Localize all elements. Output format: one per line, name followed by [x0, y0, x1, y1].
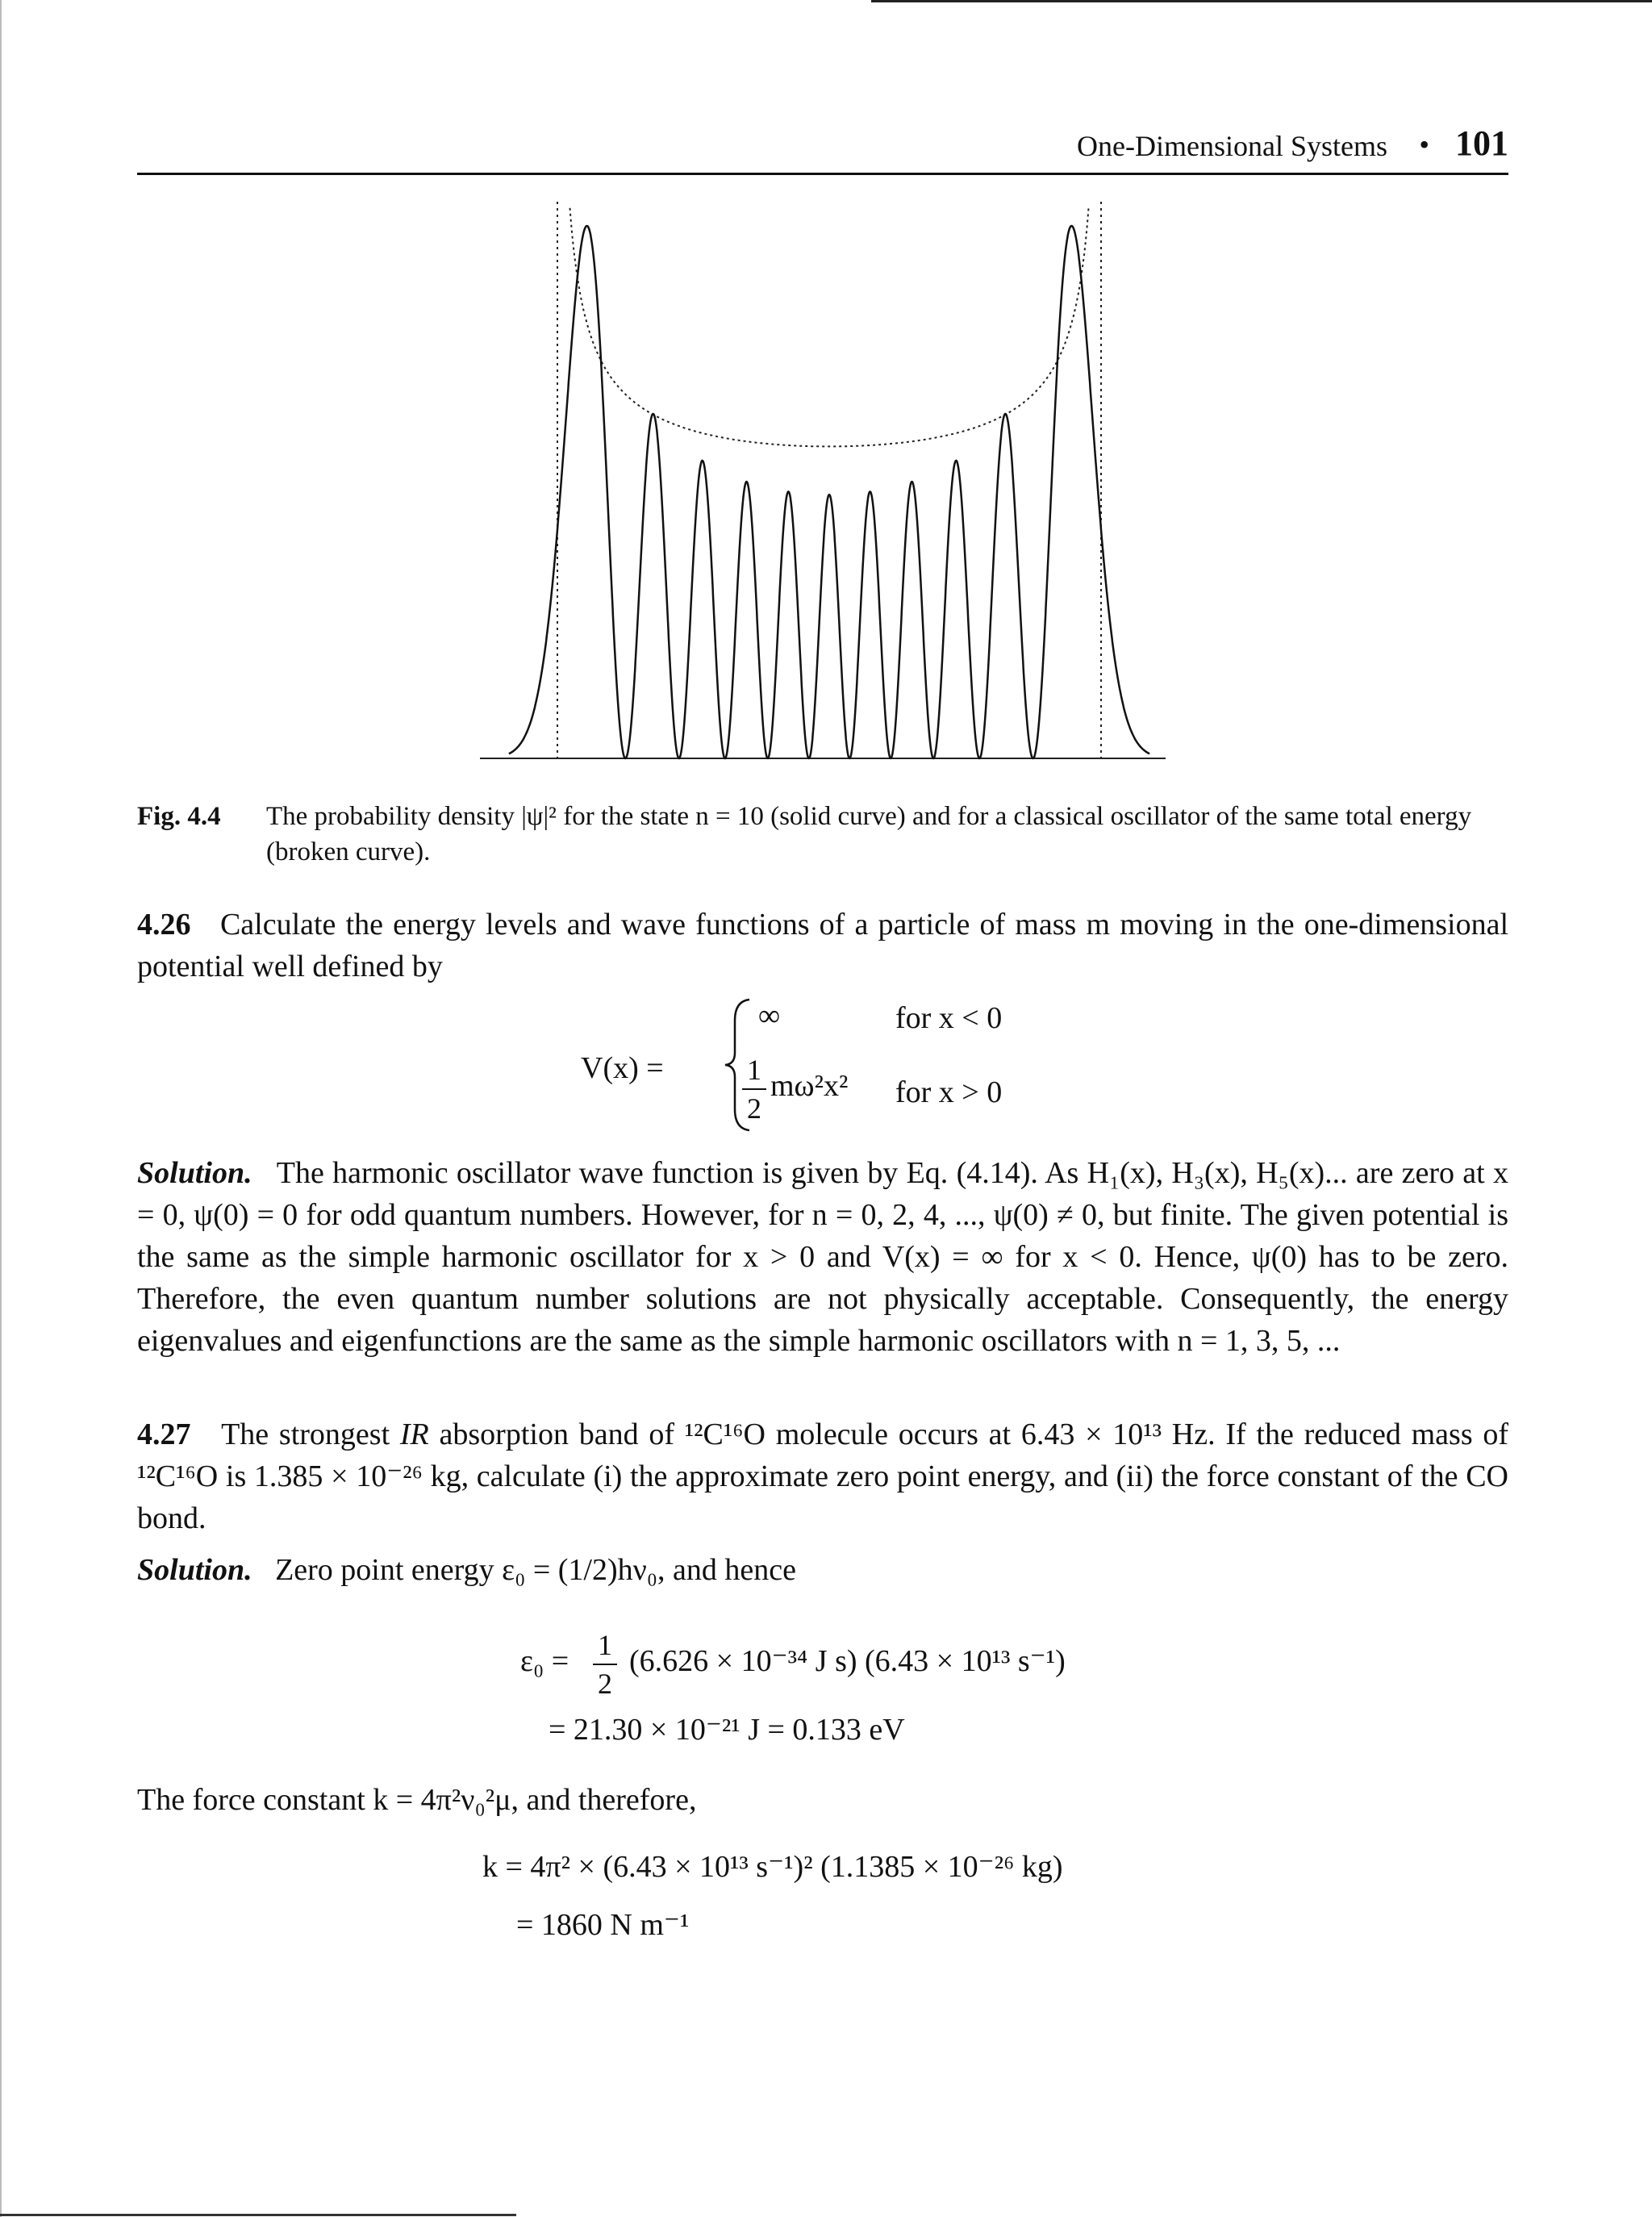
fraction-numerator: 1 — [598, 1629, 612, 1661]
page-number: 101 — [1455, 123, 1508, 163]
header-rule — [137, 173, 1508, 175]
problem-number: 4.27 — [137, 1417, 191, 1451]
problem-number: 4.26 — [137, 908, 191, 941]
zero-point-eq-result: = 21.30 × 10⁻²¹ J = 0.133 eV — [549, 1713, 905, 1747]
caption-label: Fig. 4.4 — [137, 802, 221, 831]
potential-case2-fraction — [742, 1053, 766, 1125]
solution-4-27 — [137, 1549, 1508, 1591]
fraction-numerator: 1 — [747, 1054, 761, 1086]
potential-case2-condition: for x > 0 — [895, 1075, 1003, 1109]
classical-density-curve — [570, 208, 1089, 447]
probability-density-plot — [472, 202, 1174, 766]
solution-label: Solution. — [137, 1156, 252, 1190]
caption-text: The probability density |ψ|² for the state n = 10 (solid curve) and for a classical oscillator of the same total energy (broken curve). — [266, 802, 1472, 866]
solution-text: The harmonic oscillator wave function is given by Eq. (4.14). As H₁(x), H₃(x), H₅(x)... are zero at x = 0, ψ(0) = 0 for odd quantum numbers. However, for n = 0, 2, 4, ..., ψ(0) ≠ 0, but finite. The given potential is the same as the simple harmonic oscillator for x > 0 and V(x) = ∞ for x < 0. Hence, ψ(0) has to be zero. Therefore, the even quantum number solutions are not physically acceptable. Consequently, the energy eigenvalues and eigenfunctions are the same as the simple harmonic oscillators with n = 1, 3, 5, ... — [137, 1156, 1508, 1358]
problem-4-26 — [137, 904, 1508, 987]
potential-case2-value: mω²x² — [770, 1069, 849, 1103]
zero-point-eq-lhs: ε₀ = — [520, 1644, 569, 1678]
potential-case1-value: ∞ — [758, 999, 781, 1033]
page-edge-top — [871, 0, 1652, 2]
solution-text: Zero point energy ε₀ = (1/2)hν₀, and hence — [275, 1553, 797, 1587]
force-constant-eq: k = 4π² × (6.43 × 10¹³ s⁻¹)² (1.1385 × 10⁻²⁶ kg) — [482, 1850, 1063, 1884]
problem-text: Calculate the energy levels and wave functions of a particle of mass m moving in the one-dimensional potential well defined by — [137, 908, 1509, 983]
solution-label: Solution. — [137, 1553, 252, 1587]
figure-caption — [137, 799, 1508, 870]
page-edge-bottom — [0, 2214, 516, 2216]
problem-4-27 — [137, 1413, 1508, 1539]
force-constant-text: The force constant k = 4π²ν₀²μ, and therefore, — [137, 1783, 697, 1817]
zero-point-eq-fraction — [593, 1628, 617, 1701]
zero-point-eq-rhs: (6.626 × 10⁻³⁴ J s) (6.43 × 10¹³ s⁻¹) — [629, 1644, 1066, 1678]
fraction-denominator: 2 — [598, 1668, 612, 1700]
fraction-denominator: 2 — [747, 1092, 761, 1125]
quantum-density-curve — [509, 226, 1149, 758]
potential-lhs: V(x) = — [581, 1051, 664, 1085]
problem-text-a: The strongest — [221, 1417, 390, 1451]
ir-term: IR — [399, 1417, 429, 1451]
running-head — [137, 121, 1508, 169]
page-edge-left — [0, 0, 2, 2217]
running-head-bullet: • — [1419, 128, 1429, 161]
probability-density-figure — [472, 202, 1174, 766]
potential-case1-condition: for x < 0 — [895, 1001, 1003, 1035]
problem-text-b: absorption band of ¹²C¹⁶O molecule occurs at 6.43 × 10¹³ Hz. If the reduced mass of ¹²C¹⁶O is 1.385 × 10⁻²⁶ kg, calculate (i) the approximate zero point energy, and (ii) the force constant of the CO bond. — [137, 1417, 1509, 1535]
running-head-title: One-Dimensional Systems — [1077, 130, 1387, 162]
force-constant-result: = 1860 N m⁻¹ — [516, 1908, 690, 1942]
solution-4-26 — [137, 1152, 1508, 1362]
